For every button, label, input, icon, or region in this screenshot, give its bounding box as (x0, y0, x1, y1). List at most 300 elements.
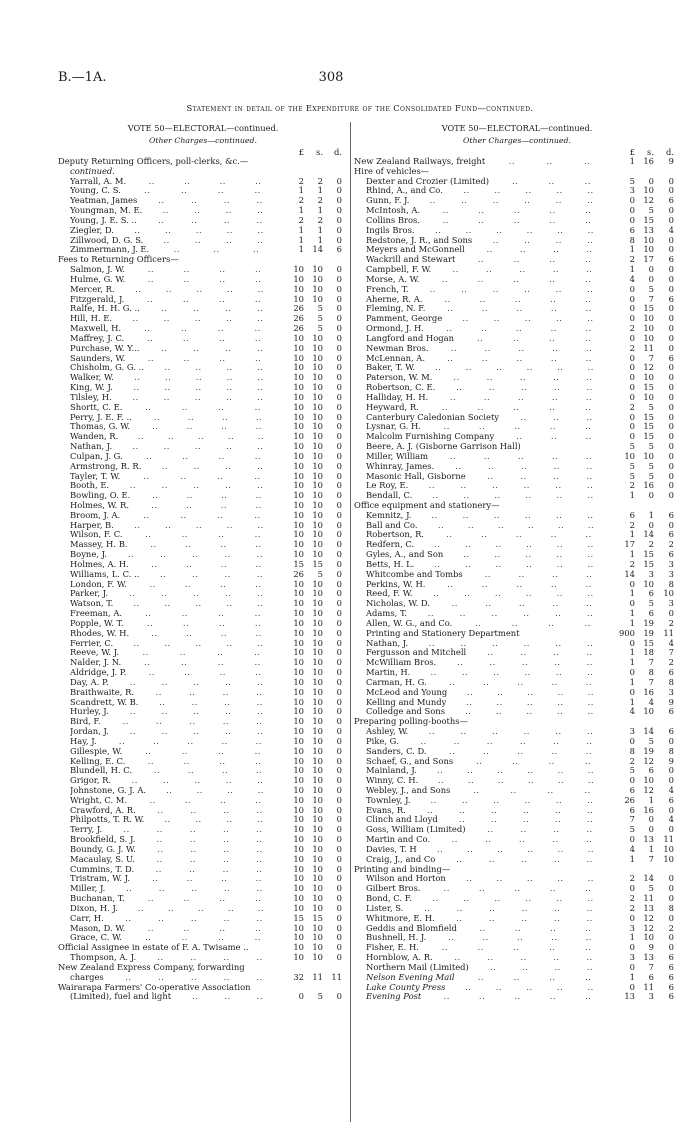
payee-name: Zimmermann, J. E. (70, 245, 150, 255)
dot-leader: .. .. .. .. (149, 579, 262, 589)
expenditure-row (58, 442, 348, 452)
amount-shillings: 10 (312, 637, 323, 648)
amount-shillings: 19 (643, 627, 654, 638)
amount-shillings: 16 (643, 686, 654, 697)
payee-name: Rhodes, W. H. (70, 628, 130, 638)
amount-pence: 0 (668, 382, 674, 393)
dot-leader: .. .. .. .. (477, 255, 592, 265)
amount-shillings: 5 (648, 735, 654, 746)
dot-leader: .. .. .. .. .. (133, 638, 264, 648)
amount-shillings: 10 (312, 952, 323, 963)
payee-name: Robertson, C. E. (366, 383, 436, 393)
dot-leader: .. .. .. .. (160, 343, 264, 353)
dot-leader: .. .. .. .. .. (125, 972, 263, 982)
amount-pounds: 0 (629, 303, 635, 314)
amount-pence: 0 (336, 588, 342, 599)
amount-pence: 11 (663, 627, 674, 638)
amount-pounds: 5 (629, 824, 635, 835)
expenditure-row (58, 481, 348, 491)
dot-leader: .. .. .. .. (156, 854, 263, 864)
payee-name: Maxwell, H. (70, 324, 122, 334)
dot-leader: .. .. .. .. .. (449, 451, 593, 461)
amount-pence: 0 (336, 902, 342, 913)
amount-pence: 0 (668, 519, 674, 530)
dot-leader: .. .. .. .. .. (447, 304, 592, 314)
amount-pounds: 0 (629, 598, 635, 609)
payee-name: Armstrong, R. R. (70, 461, 142, 471)
amount-pounds: 3 (629, 185, 635, 196)
amount-pounds: 2 (629, 755, 635, 766)
dot-leader: .. .. .. .. .. (443, 422, 592, 432)
dot-leader: .. .. .. .. .. (128, 589, 264, 599)
amount-shillings: 7 (648, 853, 654, 864)
amount-pence: 0 (336, 382, 342, 393)
expenditure-row (354, 855, 680, 865)
payee-name: Gunn, F. J. (366, 196, 410, 206)
amount-pounds: 10 (293, 264, 304, 275)
payee-name: Rhind, A., and Co. (366, 186, 443, 196)
dot-leader: .. .. .. .. (145, 451, 262, 461)
amount-shillings: 0 (648, 264, 654, 275)
dot-leader: .. .. .. .. .. .. (430, 668, 594, 678)
amount-shillings: 10 (643, 450, 654, 461)
dot-leader: .. .. .. .. (158, 215, 263, 225)
dot-leader: .. .. .. .. (492, 235, 594, 245)
amount-shillings: 2 (317, 214, 323, 225)
amount-shillings: 0 (648, 490, 654, 501)
payee-name: Ashley, W. (366, 727, 409, 737)
amount-pence: 0 (668, 893, 674, 904)
amount-pence: 6 (668, 706, 674, 717)
dot-leader: .. .. .. .. (152, 491, 262, 501)
dot-leader: .. .. .. .. .. (449, 392, 593, 402)
amount-shillings: 10 (312, 519, 323, 530)
amount-pounds: 2 (629, 558, 635, 569)
amount-shillings: 2 (317, 175, 323, 186)
amount-pence: 0 (668, 824, 674, 835)
amount-pence: 0 (336, 922, 342, 933)
payee-name: Sanders, C. D. (366, 746, 427, 756)
payee-name: Davies, T. H (366, 844, 417, 854)
payee-name: Ormond, J. H. (366, 324, 424, 334)
dot-leader: .. .. .. .. .. (441, 402, 592, 412)
expenditure-row (58, 452, 348, 462)
amount-shillings: 10 (643, 932, 654, 943)
payee-name: Printing and Stationery Department (366, 628, 520, 638)
amount-shillings: 5 (317, 323, 323, 334)
amount-pence: 0 (668, 332, 674, 343)
amount-pounds: 10 (293, 667, 304, 678)
dot-leader: .. .. .. .. .. (129, 707, 264, 717)
amount-pounds: 10 (293, 883, 304, 894)
dot-leader: .. .. .. .. (143, 471, 261, 481)
expenditure-row (58, 383, 348, 393)
payee-name: Hulme, G. W. (70, 274, 126, 284)
payee-name: Braithwaite, R. (70, 687, 135, 697)
subheading: Other Charges—continued. (463, 136, 571, 145)
dot-leader: .. .. .. .. .. (465, 982, 594, 992)
amount-pounds: 1 (629, 490, 635, 501)
amount-pounds: 10 (293, 578, 304, 589)
amount-pounds: 2 (298, 175, 304, 186)
amount-shillings: 14 (643, 726, 654, 737)
amount-pounds: 0 (629, 883, 635, 894)
amount-pounds: 10 (293, 441, 304, 452)
payee-name: Whitmore, E. H. (366, 913, 435, 923)
dot-leader: .. .. .. .. .. (132, 392, 264, 402)
expenditure-row (354, 491, 680, 501)
amount-pence: 0 (668, 175, 674, 186)
amount-pounds: 10 (293, 706, 304, 717)
payee-name: Wackrill and Stewart (366, 255, 456, 265)
dot-leader: .. .. .. .. .. .. (427, 609, 594, 619)
amount-pounds: 10 (293, 696, 304, 707)
amount-shillings: 7 (648, 676, 654, 687)
payee-name: Gillespie, W. (70, 746, 123, 756)
amount-pounds: 2 (629, 902, 635, 913)
expenditure-row (58, 511, 348, 521)
payee-name: McWilliam Bros. (366, 658, 437, 668)
amount-shillings: 10 (312, 431, 323, 442)
amount-pounds: 0 (629, 942, 635, 953)
amount-pence: 0 (336, 735, 342, 746)
dot-leader: .. .. .. .. .. .. (434, 540, 594, 550)
payee-name: Wilson, F. C. (70, 530, 123, 540)
dot-leader: .. .. .. .. .. (134, 520, 264, 530)
amount-pounds: 10 (293, 480, 304, 491)
expenditure-row (58, 865, 348, 875)
dot-leader: .. .. .. .. .. (131, 776, 264, 786)
amount-pounds: 10 (293, 814, 304, 825)
dot-leader: .. .. .. .. (146, 333, 262, 343)
amount-pounds: 0 (629, 313, 635, 324)
amount-shillings: 7 (648, 293, 654, 304)
dot-leader: .. .. .. .. .. (446, 324, 592, 334)
statement-title: Statement in detail of the Expenditure of the Consolidated Fund—continued. (186, 103, 534, 113)
dot-leader: .. .. .. .. (160, 304, 264, 314)
payee-name: Hurley, J. (70, 707, 109, 717)
amount-pounds: 2 (629, 480, 635, 491)
payee-name: Aldridge, J. P. (70, 668, 127, 678)
amount-pence: 4 (668, 814, 674, 825)
section-heading (58, 983, 348, 993)
amount-pence: 6 (668, 293, 674, 304)
expenditure-row (58, 422, 348, 432)
amount-pounds: 1 (629, 932, 635, 943)
shillings-header: s. (316, 147, 323, 157)
amount-pounds: 10 (293, 391, 304, 402)
dot-leader: .. .. .. .. (475, 756, 592, 766)
expenditure-row (58, 530, 348, 540)
payee-name: Baker, T. W. (366, 363, 416, 373)
amount-shillings: 10 (643, 332, 654, 343)
dot-leader: .. .. .. .. (148, 668, 262, 678)
amount-pounds: 0 (629, 421, 635, 432)
amount-shillings: 10 (643, 372, 654, 383)
amount-pence: 0 (336, 499, 342, 510)
amount-pence: 0 (336, 627, 342, 638)
payee-name: Purchase, W. Y... (70, 343, 140, 353)
amount-pence: 0 (336, 313, 342, 324)
expenditure-row (58, 570, 348, 580)
amount-pounds: 10 (293, 401, 304, 412)
amount-shillings: 10 (312, 834, 323, 845)
amount-shillings: 10 (312, 549, 323, 560)
amount-pence: 6 (668, 981, 674, 992)
pounds-header: £ (298, 147, 304, 157)
amount-pence: 3 (668, 598, 674, 609)
dot-leader: .. .. .. .. (484, 569, 593, 579)
amount-pence: 0 (336, 431, 342, 442)
amount-pence: 0 (668, 490, 674, 501)
payee-name: Chisholm, G. G. .. (70, 363, 144, 373)
amount-pounds: 1 (629, 156, 635, 166)
amount-pence: 8 (668, 902, 674, 913)
amount-pence: 0 (336, 214, 342, 225)
dot-leader: .. .. .. .. (145, 609, 261, 619)
amount-pounds: 0 (629, 352, 635, 363)
amount-pounds: 10 (293, 834, 304, 845)
amount-pounds: 10 (293, 372, 304, 383)
payee-name: Grace, C. W. (70, 933, 122, 943)
payee-name: Pamment, George (366, 314, 443, 324)
amount-pence: 0 (336, 785, 342, 795)
amount-pounds: 10 (293, 873, 304, 884)
amount-shillings: 7 (648, 961, 654, 972)
amount-shillings: 5 (648, 441, 654, 452)
amount-pence: 0 (668, 932, 674, 943)
payee-name: Johnstone, G. J. A. (70, 786, 147, 795)
payee-name: Nicholas, W. D. (366, 599, 430, 609)
expenditure-row (58, 766, 348, 776)
amount-shillings: 15 (643, 411, 654, 422)
dot-leader: .. .. .. .. (487, 825, 593, 835)
dot-leader: .. .. .. .. (146, 294, 262, 304)
amount-pence: 6 (668, 952, 674, 963)
payee-name: Ferrier, C. (70, 638, 114, 648)
expenditure-row (58, 599, 348, 609)
amount-pence: 0 (336, 824, 342, 835)
payee-name: Morse, A. W. (366, 274, 420, 284)
amount-shillings: 10 (312, 421, 323, 432)
amount-pounds: 10 (293, 863, 304, 874)
amount-pence: 0 (668, 873, 674, 884)
dot-leader: .. .. .. .. .. (134, 225, 264, 235)
amount-shillings: 10 (312, 785, 323, 795)
amount-pence: 0 (336, 441, 342, 452)
amount-pence: 6 (668, 961, 674, 972)
dot-leader: .. .. .. .. (152, 874, 262, 884)
amount-shillings: 12 (643, 362, 654, 373)
expenditure-row (58, 943, 348, 953)
dot-leader: .. .. .. (173, 245, 260, 255)
amount-shillings: 10 (312, 873, 323, 884)
amount-pence: 8 (668, 676, 674, 687)
expenditure-row (58, 373, 348, 383)
amount-pence: 0 (336, 549, 342, 560)
amount-pence: 0 (668, 283, 674, 294)
dot-leader: .. .. .. .. (144, 186, 261, 196)
expenditure-row (58, 403, 348, 413)
payee-name: Goss, William (Limited) (366, 825, 466, 835)
expenditure-row (58, 914, 348, 924)
amount-pounds: 10 (293, 932, 304, 943)
amount-shillings: 0 (648, 273, 654, 284)
payee-name: Redfern, C. (366, 540, 415, 550)
dot-leader: .. .. .. .. (161, 461, 264, 471)
amount-pounds: 10 (293, 421, 304, 432)
expenditure-row (58, 413, 348, 423)
amount-pence: 0 (336, 706, 342, 717)
amount-shillings: 14 (643, 529, 654, 540)
amount-pence: 0 (668, 244, 674, 255)
amount-pence: 4 (668, 637, 674, 648)
page-header (58, 70, 604, 90)
expenditure-row (58, 226, 348, 236)
payee-name: Massey, H. B. (70, 540, 128, 550)
amount-shillings: 10 (312, 273, 323, 284)
amount-shillings: 12 (643, 755, 654, 766)
dot-leader: .. .. .. .. .. (458, 815, 594, 825)
dot-leader: .. .. .. .. .. (446, 530, 592, 540)
amount-pounds: 10 (293, 362, 304, 373)
amount-pence: 10 (663, 853, 674, 864)
dot-leader: .. .. .. .. (157, 844, 263, 854)
expenditure-row (58, 992, 348, 1002)
amount-shillings: 5 (317, 303, 323, 314)
dot-leader: .. .. .. .. .. (125, 913, 263, 923)
amount-shillings: 10 (312, 735, 323, 746)
amount-shillings: 10 (312, 441, 323, 452)
amount-pounds: 15 (293, 912, 304, 923)
expenditure-row (58, 285, 348, 295)
amount-pence: 0 (336, 834, 342, 845)
payee-name: Beere, A. J. (Gisborne Garrison Hall) (366, 442, 521, 452)
amount-shillings: 10 (312, 647, 323, 658)
dot-leader: .. .. .. .. (145, 933, 261, 943)
amount-shillings: 10 (312, 539, 323, 550)
payee-name: Bird, F. (70, 717, 101, 727)
payee-name: (Limited), fuel and light (70, 992, 172, 1002)
amount-shillings: 15 (643, 421, 654, 432)
payee-name: Parker, J. (70, 589, 109, 599)
amount-pounds: 3 (629, 922, 635, 933)
report-reference: B.—1A. (58, 70, 107, 85)
amount-pounds: 1 (629, 588, 635, 599)
amount-shillings: 15 (643, 431, 654, 442)
amount-shillings: 10 (312, 706, 323, 717)
amount-pounds: 10 (293, 627, 304, 638)
payee-name: Northern Mail (Limited) (366, 962, 469, 972)
amount-pence: 0 (668, 608, 674, 619)
expenditure-row (58, 344, 348, 354)
dot-leader: .. .. .. .. .. (456, 383, 593, 393)
amount-shillings: 18 (643, 647, 654, 658)
amount-shillings: 5 (317, 991, 323, 1002)
dot-leader: .. .. .. .. .. (442, 215, 592, 225)
dot-leader: .. .. .. .. .. (452, 265, 593, 275)
amount-shillings: 10 (312, 814, 323, 825)
amount-pounds: 10 (293, 382, 304, 393)
payee-name: Nalder, J. N. (70, 658, 122, 668)
amount-shillings: 15 (312, 912, 323, 923)
payee-name: Ingils Bros. (366, 225, 415, 235)
dot-leader: .. .. .. .. .. (447, 353, 592, 363)
amount-pence: 0 (336, 804, 342, 815)
amount-pounds: 4 (629, 843, 635, 854)
amount-pounds: 0 (629, 411, 635, 422)
dot-leader: .. .. .. .. (151, 559, 262, 569)
amount-pence: 0 (668, 391, 674, 402)
expenditure-row (58, 737, 348, 747)
payee-name: Salmon, J. W. (70, 265, 125, 275)
dot-leader: .. .. .. .. (157, 805, 263, 815)
amount-pounds: 10 (293, 853, 304, 864)
dot-leader: .. .. .. .. (159, 569, 264, 579)
amount-shillings: 10 (312, 745, 323, 756)
amount-shillings: 10 (312, 411, 323, 422)
amount-shillings: 7 (648, 352, 654, 363)
dot-leader: .. .. .. .. .. (129, 481, 264, 491)
amount-pounds: 5 (629, 175, 635, 186)
pounds-header: £ (629, 147, 635, 157)
amount-shillings: 10 (312, 608, 323, 619)
amount-shillings: 1 (648, 509, 654, 520)
payee-name: Fisher, E. H. (366, 943, 419, 953)
amount-shillings: 10 (312, 676, 323, 687)
payee-name: Webley, J., and Sons (366, 786, 451, 795)
expenditure-row (58, 462, 348, 472)
amount-shillings: 12 (643, 195, 654, 206)
expenditure-row (58, 747, 348, 757)
payee-name: Miller, J. (70, 884, 106, 894)
dot-leader: .. .. .. .. .. (466, 874, 594, 884)
payee-name: Lake County Press (366, 982, 446, 992)
payee-name: Kelling and Mundy (366, 697, 447, 707)
amount-shillings: 5 (648, 460, 654, 471)
amount-shillings: 10 (312, 617, 323, 628)
amount-pounds: 1 (629, 971, 635, 982)
amount-pounds: 8 (629, 234, 635, 245)
amount-shillings: 10 (312, 824, 323, 835)
dot-leader: .. .. .. .. .. (451, 599, 593, 609)
amount-pence: 0 (668, 372, 674, 383)
expenditure-row (58, 236, 348, 246)
amount-pence: 0 (336, 696, 342, 707)
amount-pence: 0 (336, 342, 342, 353)
expenditure-row (58, 275, 348, 285)
section-heading (58, 167, 348, 177)
amount-shillings: 8 (648, 667, 654, 678)
amount-pence: 6 (668, 991, 674, 1002)
amount-shillings: 10 (643, 185, 654, 196)
payee-name: Saunders, W. (70, 353, 126, 363)
amount-pence: 0 (668, 421, 674, 432)
amount-pounds: 0 (629, 834, 635, 845)
amount-pence: 2 (668, 657, 674, 668)
dot-leader: .. .. .. .. (153, 412, 263, 422)
amount-pence: 3 (668, 686, 674, 697)
amount-pence: 0 (336, 932, 342, 943)
payee-name: Holmes, A. H. (70, 559, 129, 569)
dot-leader: .. .. .. (516, 432, 592, 442)
amount-pounds: 1 (629, 647, 635, 658)
dot-leader: .. .. .. .. (164, 363, 264, 373)
amount-shillings: 3 (648, 568, 654, 579)
amount-pence: 0 (336, 578, 342, 589)
amount-pence: 0 (336, 745, 342, 756)
amount-pounds: 14 (624, 568, 635, 579)
